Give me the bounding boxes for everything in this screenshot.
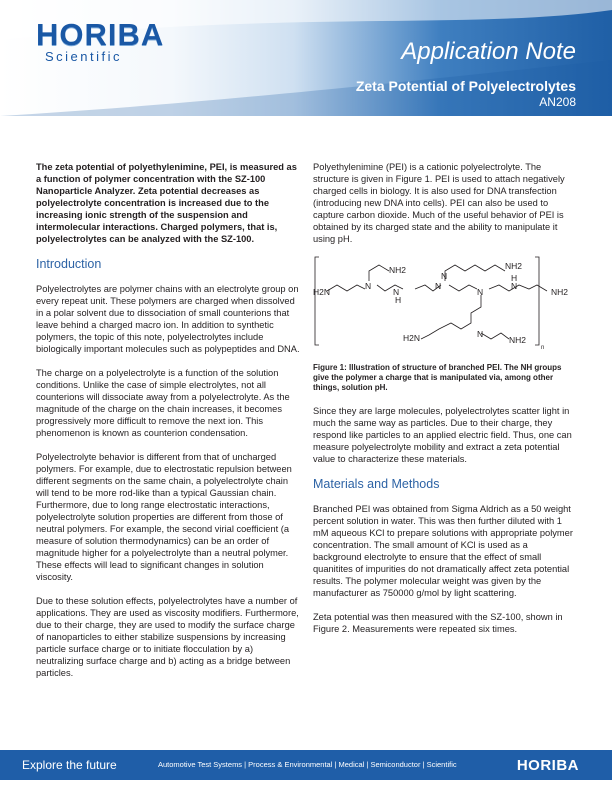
section-heading-introduction: Introduction [36,257,102,271]
paragraph: Since they are large molecules, polyelectrolytes scatter light in much the same way as particles. Due to their charge, they respond like particles to an applied electric field. Thus, one can measure polyelectrolyte mobility and extract a zeta potential value to characterize these materials. [313,406,572,464]
footer-tagline: Explore the future [22,758,117,772]
pei-structure-svg [313,255,575,355]
subscript-n: n [541,345,545,351]
doc-code: AN208 [539,95,576,109]
pei-structure-figure [313,255,575,355]
atom-h: H [395,295,402,305]
horiba-logo [36,17,165,64]
nh2-lower: NH2 [509,335,527,345]
paragraph: Branched PEI was obtained from Sigma Aldrich as a 50 weight percent solution in water. This was then further diluted with 1 mM aqueous KCl to prepare solutions with appropriate polymer concentration. The small amount of KCl is used as a background electrolyte to ensure that the effect of small quanitites of impurities do not dramatically affect zeta potential results. The polymer molecular weight was given by the manufacturer as 750000 g/mol by light scattering. [313,504,573,598]
atom-n: N [477,329,484,339]
lead-paragraph: The zeta potential of polyethylenimine, PEI, is measured as a function of polymer concentration with the SZ-100 Nanoparticle Analyzer. Zeta potential decreases as polyelectrolyte concentration is increased due to the increasing ionic strength of the suspension and intermolecular interactions. Charged polymers, that is, polyelectrolytes can be analyzed with the SZ-100. [36,162,297,244]
atom-n: N [435,281,442,291]
right-bracket [535,257,539,345]
left-bracket [315,257,319,345]
atom-n: N [393,287,400,297]
atom-n: N [365,281,372,291]
nh2-upper-left: NH2 [389,265,407,275]
atom-n: N [441,271,448,281]
paragraph: Due to these solution effects, polyelectrolytes have a number of applications. They are used as viscosity modifiers. Furthermore, due to their charge, they are used to modify the surface charge of nanoparticles to either stabilize suspensions by increasing particle surface charge or to initiate flocculation by a) neutralizing surface charge and b) acting as a bridge between particles. [36,596,299,678]
logo-subtitle: Scientific [45,49,123,64]
header-banner [0,0,612,116]
page-title: Zeta Potential of Polyelectrolytes [355,78,576,94]
paragraph: The charge on a polyelectrolyte is a function of the solution conditions. Unlike the case of simple electrolytes, not all counterions will dissociate away from a polyelectrolyte. As the magnitude of the charge on the chain increases, it becomes progressively more difficult to remove the next ion. This phenomenon is known as counterion condensation. [36,368,290,438]
atom-n: N [511,281,518,291]
footer-divisions: Automotive Test Systems | Process & Environmental | Medical | Semiconductor | Scientific [158,760,457,769]
nh2-right: NH2 [551,287,569,297]
paragraph: Polyelectrolyte behavior is different from that of uncharged polymers. For example, due to electrostatic repulsion between different segments on the same chain, a polyelectrolyte chain will tend to be more rod-like than a typical Gaussian chain. Furthermore, due to long range electrostatic interactions, polyelectrolyte solution properties are different from those of neutral polymers. For example, the second virial coefficient (a measure of solution thermodynamics) can be an order of magnitude higher for a polyelectrolyte than a neutral polymer. These effects will lead to significant changes in solution viscosity. [36,452,292,582]
h2n-left: H2N [313,287,331,297]
left-column [36,161,301,691]
section-heading-methods: Materials and Methods [313,477,440,491]
nh2-upper-right: NH2 [505,261,523,271]
h2n-lower: H2N [403,333,421,343]
logo-wordmark: HORIBA [36,17,165,52]
atom-h: H [511,273,518,283]
app-note-label: Application Note [401,38,576,65]
paragraph: Zeta potential was then measured with the SZ-100, shown in Figure 2. Measurements were repeated six times. [313,612,563,634]
right-column [313,161,575,647]
figure-caption: Figure 1: Illustration of structure of branched PEI. The NH groups give the polymer a charge that is manipulated via, among other things, solution pH. [313,363,562,392]
footer-bar [0,750,612,780]
footer-logo: HORIBA [516,757,579,774]
paragraph: Polyethylenimine (PEI) is a cationic polyelectrolyte. The structure is given in Figure 1. PEI is used to attach negatively charged cells in biology. It is also used for DNA transfection (introducing new DNA into cells). PEI can also be used to capture carbon dioxide. Much of the useful behavior of PEI is obtained by its charged state and the ability to manipulate it using pH. [313,162,565,244]
atom-n: N [477,287,484,297]
paragraph: Polyelectrolytes are polymer chains with an electrolyte group on every repeat unit. These polymers are charged when dissolved in a polar solvent due to dissociation of small counterions that leave behind a charged macro ion. In addition to synthetic polymers, the topic of this note, polyelectrolytes include biologically important molecules such as polypeptides and DNA. [36,284,300,354]
